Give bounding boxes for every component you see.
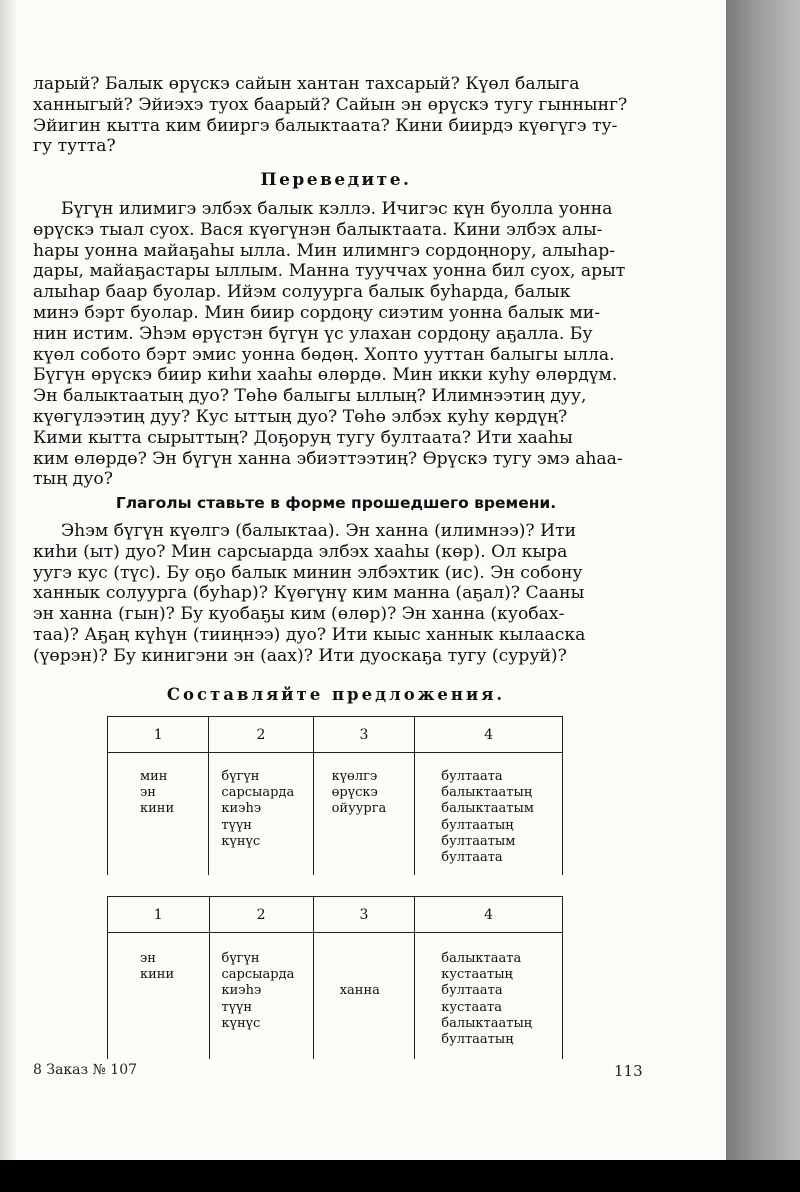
- table-cell-word: күөлгэ: [331, 769, 378, 784]
- table-cell-word: сарсыарда: [221, 967, 295, 983]
- text-line: гу тутта?: [33, 136, 116, 157]
- text-line: тың дуо?: [33, 469, 113, 490]
- text-line: Бүгүн өрүскэ биир киһи хааһы өлөрдө. Мин икки куһу өлөрдүм.: [33, 365, 618, 386]
- table-cell-word: киэһэ: [221, 801, 262, 817]
- heading-translate: Переведите.: [260, 170, 412, 190]
- header-cell: 1: [108, 897, 210, 933]
- sentence-table-1: [107, 716, 563, 875]
- table-cell-word: ханна: [339, 983, 380, 998]
- table-cell-word: сарсыарда: [221, 785, 295, 801]
- header-cell: 3: [313, 717, 415, 753]
- table-cell-word: бултаата: [441, 983, 503, 999]
- pronoun-column: [108, 933, 209, 983]
- header-cell: 4: [415, 717, 563, 753]
- table-cell-word: өрүскэ: [331, 785, 378, 801]
- text-line: күөл собото бэрт эмис уонна бөдөң. Хопто ууттан балыгы ылла.: [33, 344, 615, 365]
- table-cell-word: түүн: [221, 817, 252, 833]
- text-line: алыһар баар буолар. Ийэм солуурга балык буһарда, балык: [33, 282, 571, 303]
- table-cell-word: кини: [140, 967, 175, 983]
- sentence-table-2: [107, 896, 563, 1059]
- verb-column: [415, 933, 562, 1048]
- text-line: ларый? Балык өрүскэ сайын хантан тахсарый? Күөл балыга: [33, 74, 580, 94]
- page-edge-shading: [0, 0, 18, 1160]
- page-number: 113: [614, 1062, 643, 1080]
- table-cell-word: бултаатың: [441, 817, 514, 833]
- text-line: киһи (ыт) дуо? Мин сарсыарда элбэх хааһы (көр). Ол кыра: [33, 541, 568, 562]
- table-cell-word: бүгүн: [221, 769, 260, 784]
- text-line: Эйигин кытта ким бииргэ балыктаата? Кини биирдэ күөгүгэ ту-: [33, 115, 618, 136]
- header-cell: 2: [209, 897, 313, 933]
- text-line: ким өлөрдө? Эн бүгүн ханна эбиэттээтиң? Өрүскэ тугу эмэ аһаа-: [33, 448, 623, 469]
- text-line: Кими кытта сырыттың? Доҕоруң тугу бултаата? Ити хааһы: [33, 427, 573, 448]
- table-cell-word: күнүс: [221, 833, 261, 849]
- time-column: [209, 753, 312, 850]
- table-cell-word: бултаата: [441, 769, 503, 784]
- text-line: нин истим. Эһэм өрүстэн бүгүн үс улахан сордоңу аҕалла. Бу: [33, 323, 593, 344]
- table-cell-word: бултаата: [441, 850, 503, 866]
- header-cell: 1: [108, 717, 209, 753]
- table-cell-word: кустаата: [441, 999, 502, 1015]
- table-cell-word: мин: [140, 769, 168, 784]
- table-cell-word: күнүс: [221, 1015, 261, 1031]
- table-body-row: [108, 933, 563, 1060]
- text-line: өрүскэ тыал суох. Вася күөгүнэн балыктаата. Кини элбэх алы-: [33, 219, 603, 240]
- text-line: (үөрэн)? Бу кинигэни эн (аах)? Ити дуоскаҕа тугу (суруй)?: [33, 645, 567, 666]
- pronoun-column: [108, 753, 208, 818]
- table-header-row: [108, 897, 563, 933]
- table-cell-word: балыктаатым: [441, 801, 534, 817]
- table-cell-word: балыктаатың: [441, 1015, 533, 1031]
- table-cell-word: бүгүн: [221, 951, 260, 966]
- text-line: ханныгый? Эйиэхэ туох баарый? Сайын эн өрүскэ тугу гыннынг?: [33, 94, 628, 115]
- text-line: күөгүлээтиң дуу? Кус ыттың дуо? Төһө элбэх куһу көрдүң?: [33, 406, 568, 427]
- translate-paragraph: [33, 199, 639, 490]
- text-line: Бүгүн илимигэ элбэх балык кэллэ. Ичигэс күн буолла уонна: [61, 199, 613, 219]
- header-cell: 3: [313, 897, 415, 933]
- table-cell-word: кини: [140, 801, 175, 817]
- table-cell-word: кустаатың: [441, 967, 513, 983]
- heading-past-tense: Глаголы ставьте в форме прошедшего времени.: [115, 494, 557, 512]
- table-cell-word: киэһэ: [221, 983, 262, 999]
- page-bottom-shadow: [0, 1160, 800, 1192]
- table-cell-word: эн: [140, 785, 156, 801]
- table-cell-word: түүн: [221, 999, 253, 1015]
- text-line: Эһэм бүгүн күөлгэ (балыктаа). Эн ханна (илимнээ)? Ити: [61, 521, 577, 541]
- page-right-shadow: [726, 0, 800, 1160]
- question-column: [314, 933, 415, 999]
- top-paragraph: [33, 74, 639, 157]
- text-line: дары, майаҕастары ыллым. Манна тууччах уонна бил суох, арыт: [33, 261, 626, 282]
- table-cell-word: бултаатың: [441, 1032, 514, 1048]
- text-line: минэ бэрт буолар. Мин биир сордоңу сиэтим уонна балык ми-: [33, 302, 601, 323]
- table-cell-word: бултаатым: [441, 833, 516, 849]
- table-cell-word: балыктаатың: [441, 785, 533, 801]
- verb-column: [415, 753, 562, 866]
- heading-make-sentences: Составляйте предложения.: [166, 685, 506, 704]
- place-column: [314, 753, 415, 818]
- past-tense-paragraph: [33, 521, 639, 667]
- text-line: ханнык солуурга (буһар)? Күөгүнү ким манна (аҕал)? Сааны: [33, 583, 585, 604]
- table-cell-word: эн: [140, 951, 156, 966]
- table-cell-word: балыктаата: [441, 951, 522, 966]
- text-line: таа)? Аҕаң күһүн (тииңнээ) дуо? Ити кыыс ханнык кылааска: [33, 624, 586, 645]
- time-column: [210, 933, 313, 1032]
- text-line: уугэ кус (түс). Бу оҕо балык минин элбэхтик (ис). Эн собону: [33, 562, 583, 583]
- text-line: һары уонна майаҕаһы ылла. Мин илимнгэ сордоңнору, алыһар-: [33, 240, 616, 261]
- printer-signature: 8 Заказ № 107: [33, 1062, 138, 1078]
- text-line: эн ханна (гын)? Бу куобаҕы ким (өлөр)? Эн ханна (куобах-: [33, 604, 565, 625]
- table-cell-word: ойуурга: [331, 801, 387, 817]
- table-header-row: [108, 717, 563, 753]
- header-cell: 4: [415, 897, 563, 933]
- table-body-row: [108, 753, 563, 876]
- header-cell: 2: [209, 717, 313, 753]
- text-line: Эн балыктаатың дуо? Төһө балыгы ыллың? Илимнээтиң дуу,: [33, 386, 587, 407]
